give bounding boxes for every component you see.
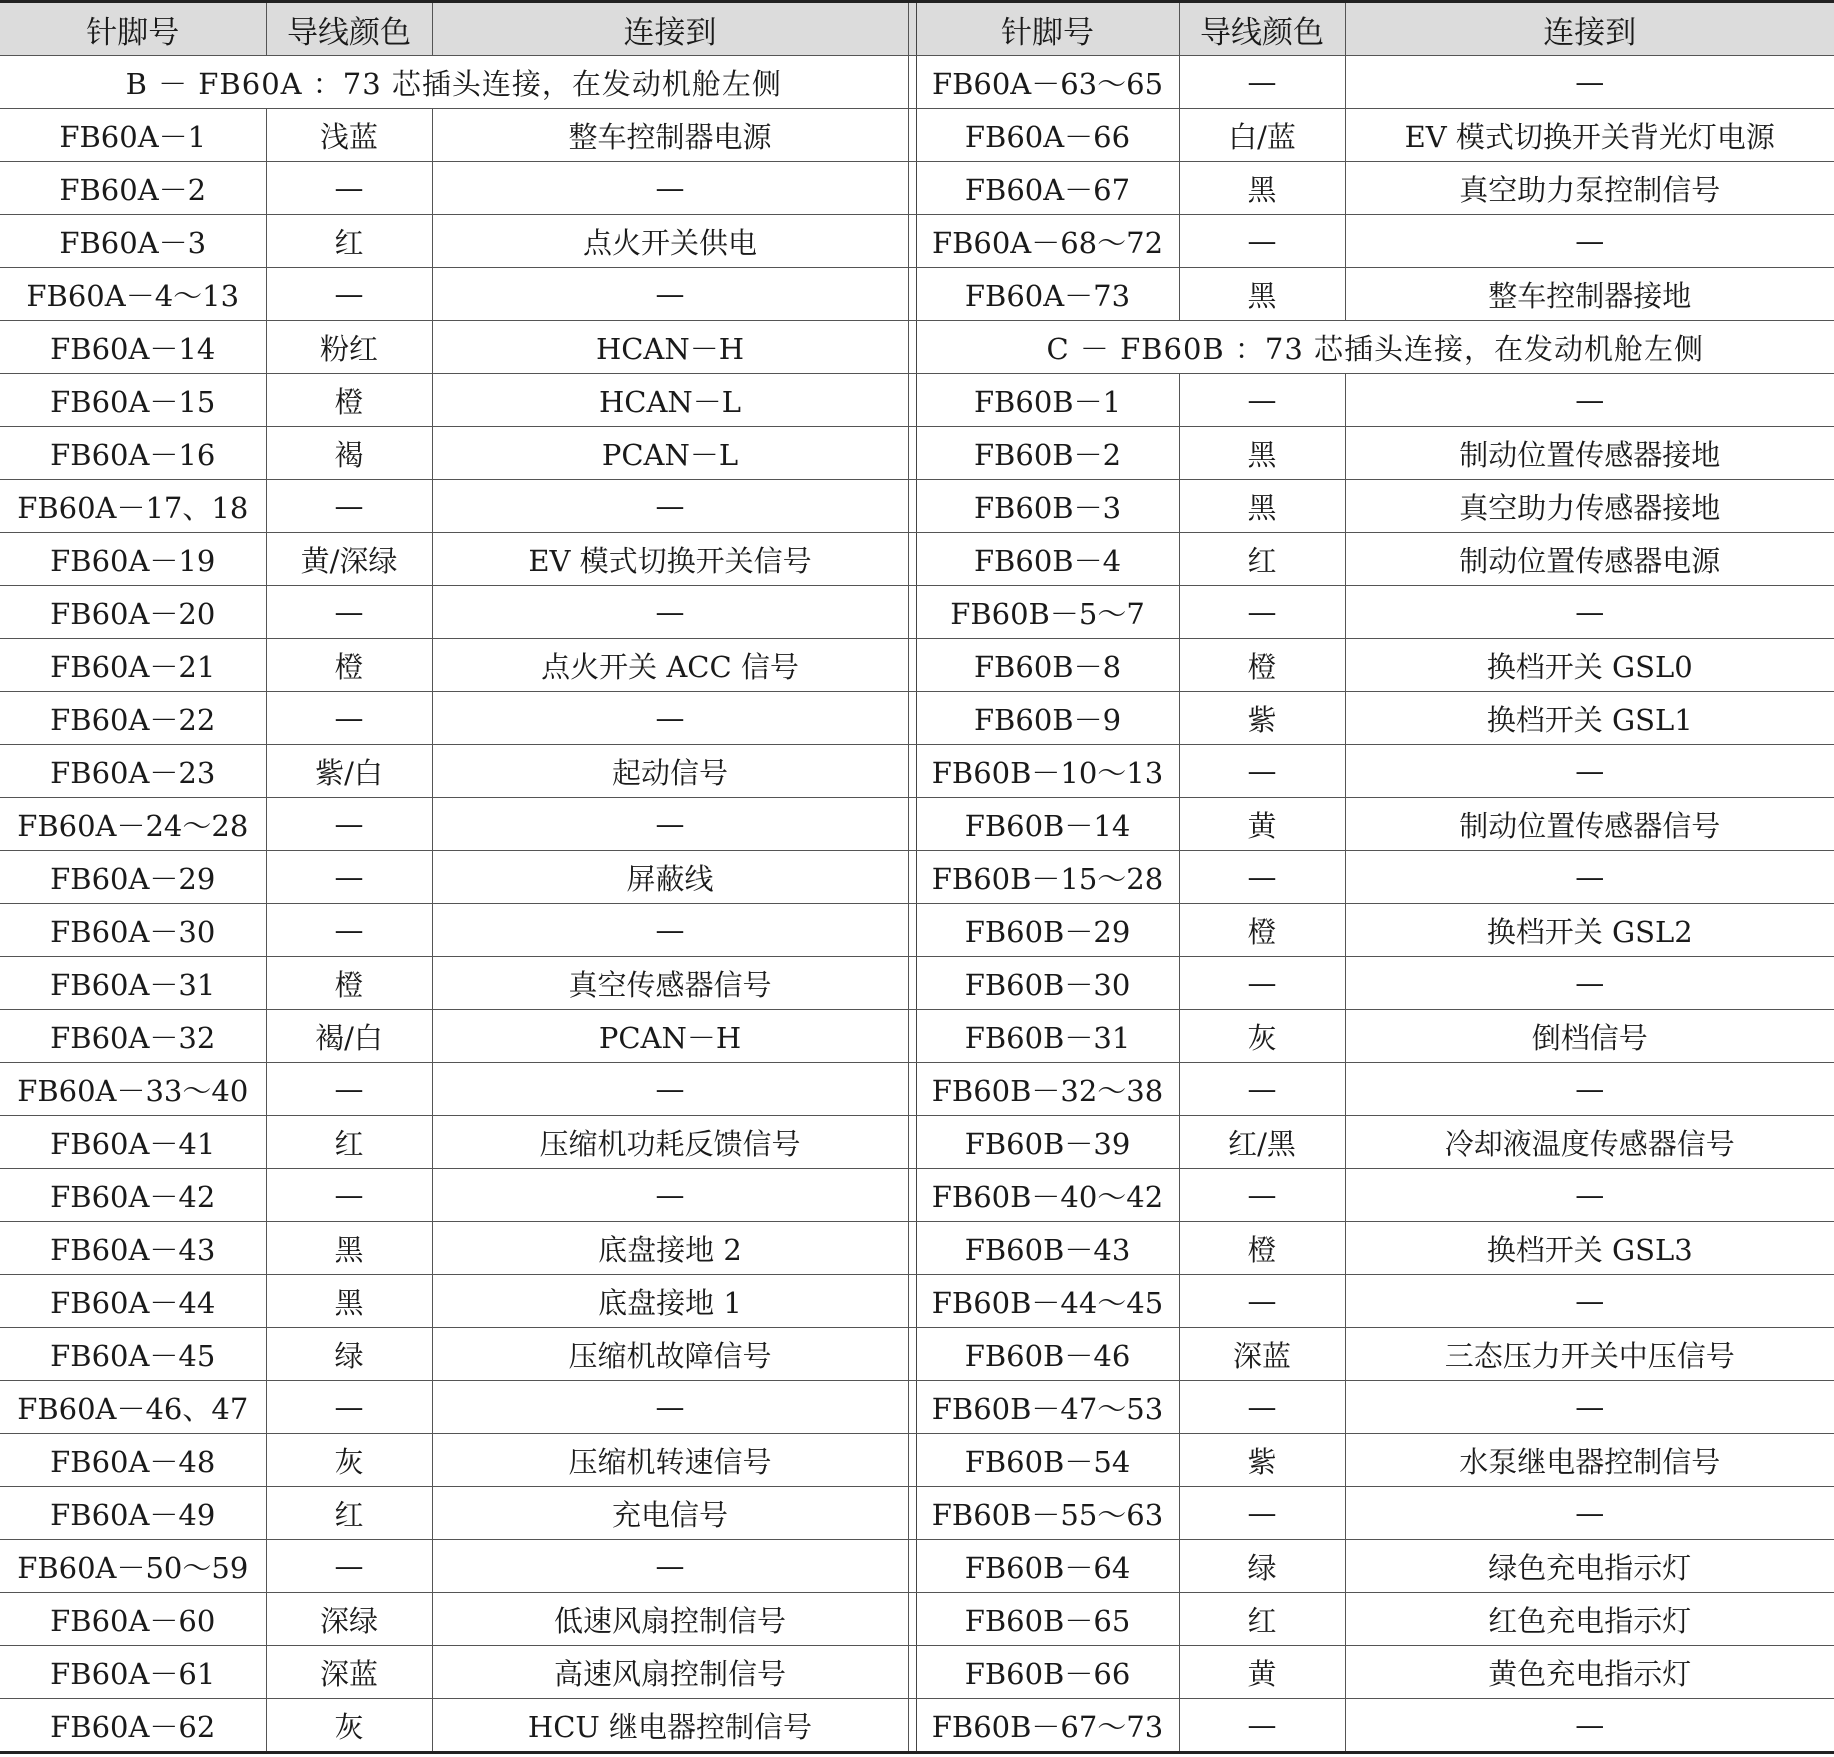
table-row	[0, 1487, 1834, 1540]
table-row	[0, 109, 1834, 162]
table-row	[0, 1381, 1834, 1434]
pin-cell: FB60B－55～63	[916, 1487, 1179, 1540]
connect-to-cell: 真空助力泵控制信号	[1345, 162, 1834, 215]
table-row	[0, 1540, 1834, 1593]
connect-to-cell: 底盘接地 1	[432, 1275, 908, 1328]
column-divider	[908, 1487, 916, 1540]
pin-cell: FB60A－48	[0, 1434, 266, 1487]
connect-to-cell: —	[1345, 851, 1834, 904]
wire-color-cell: —	[1179, 1487, 1345, 1540]
connect-to-cell: —	[1345, 1063, 1834, 1116]
connect-to-cell: 起动信号	[432, 745, 908, 798]
pin-cell: FB60A－17、18	[0, 480, 266, 533]
wire-color-cell: 绿	[1179, 1540, 1345, 1593]
column-divider	[908, 268, 916, 321]
pin-cell: FB60B－31	[916, 1010, 1179, 1063]
connect-to-cell: 黄色充电指示灯	[1345, 1646, 1834, 1699]
column-divider	[908, 1593, 916, 1646]
wire-color-cell: 红	[1179, 533, 1345, 586]
wire-color-cell: —	[266, 480, 432, 533]
pin-cell: FB60A－16	[0, 427, 266, 480]
pin-cell: FB60B－10～13	[916, 745, 1179, 798]
header-pin-right: 针脚号	[916, 2, 1179, 56]
pin-cell: FB60A－50～59	[0, 1540, 266, 1593]
connect-to-cell: 红色充电指示灯	[1345, 1593, 1834, 1646]
wire-color-cell: 黑	[266, 1275, 432, 1328]
table-row	[0, 851, 1834, 904]
wire-color-cell: 黄	[1179, 1646, 1345, 1699]
pin-cell: FB60A－66	[916, 109, 1179, 162]
wire-color-cell: —	[266, 904, 432, 957]
header-row	[0, 2, 1834, 56]
connect-to-cell: —	[1345, 1169, 1834, 1222]
connect-to-cell: —	[1345, 1699, 1834, 1753]
connect-to-cell: 三态压力开关中压信号	[1345, 1328, 1834, 1381]
wire-color-cell: 绿	[266, 1328, 432, 1381]
connect-to-cell: 绿色充电指示灯	[1345, 1540, 1834, 1593]
connect-to-cell: —	[1345, 745, 1834, 798]
wire-color-cell: 紫	[1179, 1434, 1345, 1487]
pin-cell: FB60A－44	[0, 1275, 266, 1328]
pin-cell: FB60A－42	[0, 1169, 266, 1222]
table-row	[0, 586, 1834, 639]
wire-color-cell: 粉红	[266, 321, 432, 374]
pin-table-body	[0, 2, 1834, 1753]
table-row	[0, 533, 1834, 586]
column-divider	[908, 480, 916, 533]
pin-cell: FB60A－68～72	[916, 215, 1179, 268]
wire-color-cell: 黄/深绿	[266, 533, 432, 586]
pin-cell: FB60A－21	[0, 639, 266, 692]
wire-color-cell: 黑	[1179, 268, 1345, 321]
pin-cell: FB60B－46	[916, 1328, 1179, 1381]
connect-to-cell: 冷却液温度传感器信号	[1345, 1116, 1834, 1169]
connect-to-cell: —	[1345, 56, 1834, 109]
pin-cell: FB60A－31	[0, 957, 266, 1010]
wire-color-cell: 红	[1179, 1593, 1345, 1646]
column-divider	[908, 586, 916, 639]
pin-cell: FB60A－24～28	[0, 798, 266, 851]
pin-cell: FB60A－61	[0, 1646, 266, 1699]
pin-cell: FB60B－4	[916, 533, 1179, 586]
table-row	[0, 798, 1834, 851]
connect-to-cell: 换档开关 GSL3	[1345, 1222, 1834, 1275]
connect-to-cell: HCU 继电器控制信号	[432, 1699, 908, 1753]
connect-to-cell: —	[1345, 1381, 1834, 1434]
pin-cell: FB60A－3	[0, 215, 266, 268]
table-row	[0, 957, 1834, 1010]
table-row	[0, 1222, 1834, 1275]
pin-cell: FB60A－14	[0, 321, 266, 374]
pin-cell: FB60B－5～7	[916, 586, 1179, 639]
connect-to-cell: —	[1345, 957, 1834, 1010]
column-divider	[908, 1063, 916, 1116]
connect-to-cell: 低速风扇控制信号	[432, 1593, 908, 1646]
pin-cell: FB60B－15～28	[916, 851, 1179, 904]
wire-color-cell: 灰	[266, 1699, 432, 1753]
connect-to-cell: —	[432, 1540, 908, 1593]
wire-color-cell: 褐	[266, 427, 432, 480]
wire-color-cell: 红	[266, 1116, 432, 1169]
header-color-right: 导线颜色	[1179, 2, 1345, 56]
column-divider	[908, 1169, 916, 1222]
connect-to-cell: —	[432, 692, 908, 745]
pin-cell: FB60A－33～40	[0, 1063, 266, 1116]
wire-color-cell: 黑	[266, 1222, 432, 1275]
pin-cell: FB60A－32	[0, 1010, 266, 1063]
table-row	[0, 480, 1834, 533]
wire-color-cell: 白/蓝	[1179, 109, 1345, 162]
table-row	[0, 692, 1834, 745]
wire-color-cell: —	[266, 162, 432, 215]
pin-cell: FB60B－32～38	[916, 1063, 1179, 1116]
connector-title-c: C － FB60B ：73 芯插头连接，在发动机舱左侧	[916, 321, 1834, 374]
connect-to-cell: 点火开关供电	[432, 215, 908, 268]
column-divider	[908, 162, 916, 215]
wire-color-cell: 红	[266, 215, 432, 268]
pin-cell: FB60B－66	[916, 1646, 1179, 1699]
column-divider	[908, 56, 916, 109]
table-row	[0, 639, 1834, 692]
connect-to-cell: —	[432, 1169, 908, 1222]
connect-to-cell: 制动位置传感器接地	[1345, 427, 1834, 480]
connect-to-cell: —	[432, 798, 908, 851]
pin-cell: FB60A－63～65	[916, 56, 1179, 109]
connect-to-cell: —	[1345, 1275, 1834, 1328]
connect-to-cell: PCAN－H	[432, 1010, 908, 1063]
wire-color-cell: —	[1179, 745, 1345, 798]
connect-to-cell: 换档开关 GSL2	[1345, 904, 1834, 957]
wire-color-cell: 橙	[1179, 1222, 1345, 1275]
wire-color-cell: 橙	[266, 957, 432, 1010]
wire-color-cell: —	[1179, 1169, 1345, 1222]
connect-to-cell: —	[432, 1381, 908, 1434]
table-row	[0, 162, 1834, 215]
wire-color-cell: 深蓝	[1179, 1328, 1345, 1381]
connect-to-cell: 底盘接地 2	[432, 1222, 908, 1275]
connect-to-cell: —	[432, 904, 908, 957]
connect-to-cell: HCAN－L	[432, 374, 908, 427]
wire-color-cell: —	[266, 851, 432, 904]
pin-cell: FB60B－67～73	[916, 1699, 1179, 1753]
connect-to-cell: 倒档信号	[1345, 1010, 1834, 1063]
table-row	[0, 1116, 1834, 1169]
wire-color-cell: 褐/白	[266, 1010, 432, 1063]
column-divider	[908, 1381, 916, 1434]
wire-color-cell: 红/黑	[1179, 1116, 1345, 1169]
pin-cell: FB60A－20	[0, 586, 266, 639]
header-color-left: 导线颜色	[266, 2, 432, 56]
wire-color-cell: —	[1179, 374, 1345, 427]
connect-to-cell: 水泵继电器控制信号	[1345, 1434, 1834, 1487]
table-row	[0, 1434, 1834, 1487]
wire-color-cell: —	[1179, 1275, 1345, 1328]
pin-cell: FB60B－54	[916, 1434, 1179, 1487]
wire-color-cell: 紫/白	[266, 745, 432, 798]
pin-cell: FB60B－2	[916, 427, 1179, 480]
pin-cell: FB60A－46、47	[0, 1381, 266, 1434]
column-divider	[908, 904, 916, 957]
wire-color-cell: —	[266, 268, 432, 321]
column-divider	[908, 533, 916, 586]
connect-to-cell: EV 模式切换开关信号	[432, 533, 908, 586]
header-pin-left: 针脚号	[0, 2, 266, 56]
pin-cell: FB60B－30	[916, 957, 1179, 1010]
connect-to-cell: 高速风扇控制信号	[432, 1646, 908, 1699]
column-divider	[908, 1699, 916, 1753]
pin-cell: FB60B－43	[916, 1222, 1179, 1275]
wire-color-cell: 灰	[266, 1434, 432, 1487]
connect-to-cell: —	[1345, 374, 1834, 427]
connect-to-cell: HCAN－H	[432, 321, 908, 374]
pin-cell: FB60A－23	[0, 745, 266, 798]
header-connect-left: 连接到	[432, 2, 908, 56]
connect-to-cell: 制动位置传感器电源	[1345, 533, 1834, 586]
connect-to-cell: PCAN－L	[432, 427, 908, 480]
table-row	[0, 904, 1834, 957]
connect-to-cell: —	[432, 586, 908, 639]
table-row	[0, 215, 1834, 268]
column-divider	[908, 321, 916, 374]
connect-to-cell: EV 模式切换开关背光灯电源	[1345, 109, 1834, 162]
pin-cell: FB60B－1	[916, 374, 1179, 427]
column-divider	[908, 2, 916, 56]
connect-to-cell: 真空助力传感器接地	[1345, 480, 1834, 533]
wire-color-cell: 紫	[1179, 692, 1345, 745]
pin-cell: FB60A－45	[0, 1328, 266, 1381]
pin-cell: FB60B－29	[916, 904, 1179, 957]
table-row	[0, 1063, 1834, 1116]
pin-cell: FB60B－9	[916, 692, 1179, 745]
wire-color-cell: 橙	[266, 639, 432, 692]
connect-to-cell: 压缩机转速信号	[432, 1434, 908, 1487]
wire-color-cell: 橙	[1179, 904, 1345, 957]
pin-cell: FB60B－40～42	[916, 1169, 1179, 1222]
connect-to-cell: 整车控制器电源	[432, 109, 908, 162]
connect-to-cell: —	[1345, 215, 1834, 268]
wire-color-cell: —	[1179, 851, 1345, 904]
pin-cell: FB60A－19	[0, 533, 266, 586]
wire-color-cell: —	[1179, 215, 1345, 268]
connect-to-cell: 压缩机功耗反馈信号	[432, 1116, 908, 1169]
pin-cell: FB60B－65	[916, 1593, 1179, 1646]
pin-cell: FB60A－2	[0, 162, 266, 215]
wire-color-cell: 黑	[1179, 162, 1345, 215]
table-row	[0, 56, 1834, 109]
table-row	[0, 745, 1834, 798]
wire-color-cell: 橙	[1179, 639, 1345, 692]
connect-to-cell: 整车控制器接地	[1345, 268, 1834, 321]
column-divider	[908, 851, 916, 904]
pin-cell: FB60A－62	[0, 1699, 266, 1753]
column-divider	[908, 692, 916, 745]
wire-color-cell: —	[266, 1540, 432, 1593]
pin-cell: FB60A－49	[0, 1487, 266, 1540]
pin-cell: FB60A－67	[916, 162, 1179, 215]
wire-color-cell: 黑	[1179, 427, 1345, 480]
pin-cell: FB60B－44～45	[916, 1275, 1179, 1328]
column-divider	[908, 1434, 916, 1487]
wire-color-cell: —	[1179, 586, 1345, 639]
wire-color-cell: 浅蓝	[266, 109, 432, 162]
pin-cell: FB60A－29	[0, 851, 266, 904]
pin-cell: FB60A－30	[0, 904, 266, 957]
wire-color-cell: —	[266, 692, 432, 745]
wire-color-cell: 黑	[1179, 480, 1345, 533]
wire-color-cell: —	[266, 798, 432, 851]
table-row	[0, 427, 1834, 480]
connect-to-cell: 屏蔽线	[432, 851, 908, 904]
pin-cell: FB60B－64	[916, 1540, 1179, 1593]
connect-to-cell: 换档开关 GSL0	[1345, 639, 1834, 692]
pin-cell: FB60A－15	[0, 374, 266, 427]
connect-to-cell: 压缩机故障信号	[432, 1328, 908, 1381]
column-divider	[908, 1275, 916, 1328]
connect-to-cell: —	[432, 268, 908, 321]
connect-to-cell: 充电信号	[432, 1487, 908, 1540]
column-divider	[908, 374, 916, 427]
column-divider	[908, 215, 916, 268]
column-divider	[908, 1328, 916, 1381]
connect-to-cell: —	[1345, 586, 1834, 639]
connect-to-cell: —	[432, 162, 908, 215]
table-row	[0, 1699, 1834, 1753]
wire-color-cell: —	[1179, 1381, 1345, 1434]
connect-to-cell: 真空传感器信号	[432, 957, 908, 1010]
wire-color-cell: 灰	[1179, 1010, 1345, 1063]
wire-color-cell: —	[266, 1381, 432, 1434]
column-divider	[908, 1116, 916, 1169]
pin-cell: FB60B－39	[916, 1116, 1179, 1169]
pin-cell: FB60A－73	[916, 268, 1179, 321]
connect-to-cell: 制动位置传感器信号	[1345, 798, 1834, 851]
table-row	[0, 1169, 1834, 1222]
connector-title-b: B － FB60A ：73 芯插头连接，在发动机舱左侧	[0, 56, 908, 109]
pin-cell: FB60A－22	[0, 692, 266, 745]
column-divider	[908, 427, 916, 480]
table-row	[0, 268, 1834, 321]
wire-color-cell: —	[266, 1169, 432, 1222]
pin-cell: FB60A－41	[0, 1116, 266, 1169]
table-row	[0, 1593, 1834, 1646]
wire-color-cell: —	[266, 586, 432, 639]
wire-color-cell: —	[1179, 957, 1345, 1010]
pin-cell: FB60A－4～13	[0, 268, 266, 321]
pin-cell: FB60A－60	[0, 1593, 266, 1646]
column-divider	[908, 957, 916, 1010]
pin-cell: FB60A－1	[0, 109, 266, 162]
wire-color-cell: 橙	[266, 374, 432, 427]
table-row	[0, 1010, 1834, 1063]
pin-cell: FB60B－14	[916, 798, 1179, 851]
pin-cell: FB60B－3	[916, 480, 1179, 533]
column-divider	[908, 639, 916, 692]
table-row	[0, 1646, 1834, 1699]
wire-color-cell: 深蓝	[266, 1646, 432, 1699]
wire-color-cell: 红	[266, 1487, 432, 1540]
column-divider	[908, 1646, 916, 1699]
header-connect-right: 连接到	[1345, 2, 1834, 56]
column-divider	[908, 745, 916, 798]
wire-color-cell: 黄	[1179, 798, 1345, 851]
connect-to-cell: —	[432, 1063, 908, 1116]
table-row	[0, 1328, 1834, 1381]
table-row	[0, 374, 1834, 427]
pin-cell: FB60B－47～53	[916, 1381, 1179, 1434]
wire-color-cell: —	[266, 1063, 432, 1116]
column-divider	[908, 1222, 916, 1275]
wire-color-cell: 深绿	[266, 1593, 432, 1646]
connect-to-cell: —	[432, 480, 908, 533]
wire-color-cell: —	[1179, 56, 1345, 109]
wire-color-cell: —	[1179, 1699, 1345, 1753]
column-divider	[908, 109, 916, 162]
column-divider	[908, 1540, 916, 1593]
table-row	[0, 1275, 1834, 1328]
table-row	[0, 321, 1834, 374]
wire-color-cell: —	[1179, 1063, 1345, 1116]
column-divider	[908, 798, 916, 851]
pin-cell: FB60B－8	[916, 639, 1179, 692]
column-divider	[908, 1010, 916, 1063]
connect-to-cell: 换档开关 GSL1	[1345, 692, 1834, 745]
connect-to-cell: —	[1345, 1487, 1834, 1540]
pin-cell: FB60A－43	[0, 1222, 266, 1275]
connect-to-cell: 点火开关 ACC 信号	[432, 639, 908, 692]
